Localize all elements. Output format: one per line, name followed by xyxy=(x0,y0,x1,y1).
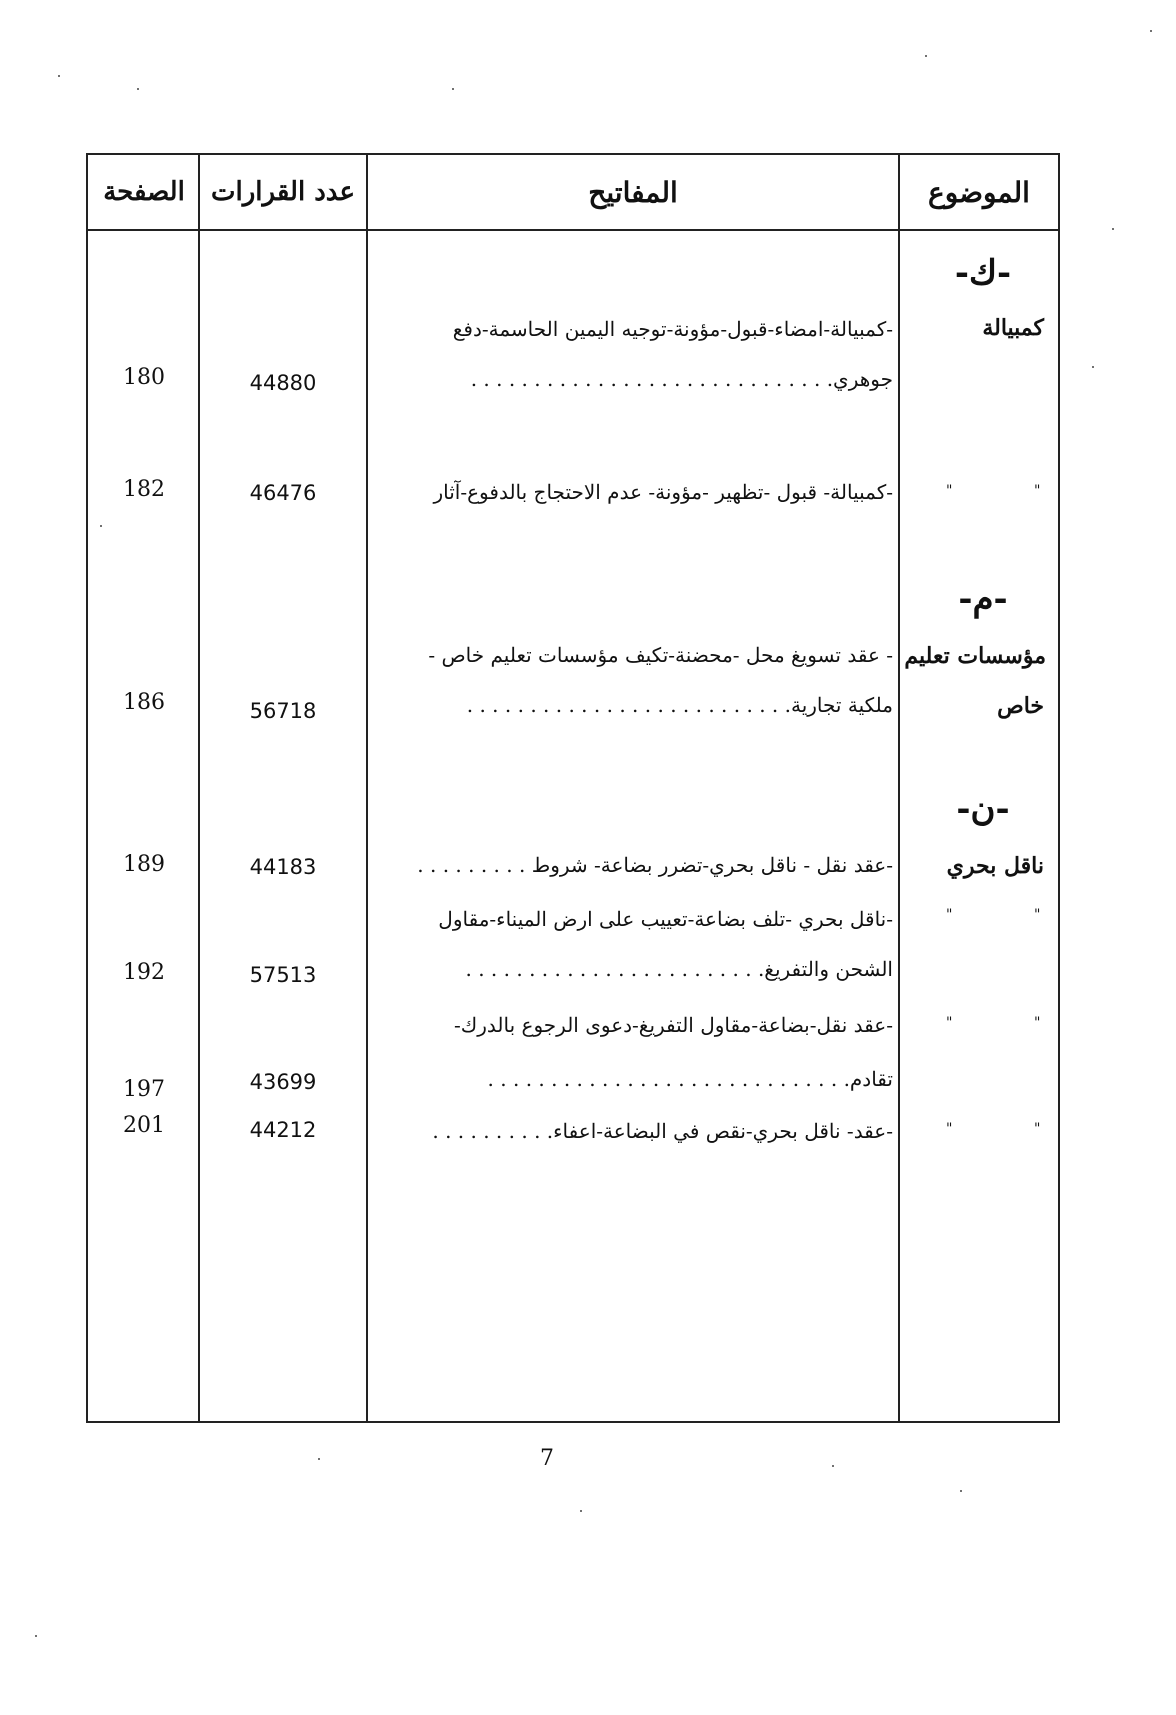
column-divider xyxy=(198,155,200,1421)
page-reference: 180 xyxy=(123,365,165,390)
decision-number: 57513 xyxy=(249,963,317,987)
ditto-mark: " xyxy=(946,483,953,499)
ditto-mark: " xyxy=(1034,483,1041,499)
decision-number: 44212 xyxy=(249,1118,317,1142)
ditto-mark: " xyxy=(1034,907,1041,923)
scan-speck xyxy=(452,88,454,90)
column-divider xyxy=(898,155,900,1421)
section-letter-mim: -م- xyxy=(958,579,1008,619)
keywords-line: الشحن والتفريغ. . . . . . . . . . . . . . . . . . . . . . . . xyxy=(465,957,893,981)
page-reference: 186 xyxy=(123,690,165,715)
page-reference: 192 xyxy=(123,960,165,985)
subject-label: خاص xyxy=(997,693,1044,719)
keywords-line: تقادم. . . . . . . . . . . . . . . . . . . . . . . . . . . . . xyxy=(487,1067,893,1091)
subject-label: مؤسسات تعليم xyxy=(904,643,1046,669)
keywords-line: -كمبيالة- قبول -تظهير -مؤونة- عدم الاحتجاج بالدفوع-آثار xyxy=(433,480,893,504)
scan-speck xyxy=(832,1465,834,1467)
keywords-line: جوهري. . . . . . . . . . . . . . . . . . . . . . . . . . . . . xyxy=(470,367,893,391)
keywords-line: -عقد نقل-بضاعة-مقاول التفريغ-دعوى الرجوع بالدرك- xyxy=(454,1013,893,1037)
scan-speck xyxy=(100,525,102,527)
keywords-line: -كمبيالة-امضاء-قبول-مؤونة-توجيه اليمين الحاسمة-دفع xyxy=(452,317,893,341)
ditto-mark: " xyxy=(946,1121,953,1137)
scan-speck xyxy=(1112,228,1114,230)
page-reference: 197 xyxy=(123,1077,165,1102)
keywords-line: - عقد تسويغ محل -محضنة-تكيف مؤسسات تعليم خاص - xyxy=(428,643,893,667)
header-subject: الموضوع xyxy=(928,175,1030,209)
ditto-mark: " xyxy=(1034,1015,1041,1031)
page-reference: 189 xyxy=(123,852,165,877)
scan-speck xyxy=(580,1510,582,1512)
header-decision-count: عدد القرارات xyxy=(211,177,355,207)
subject-label: ناقل بحري xyxy=(946,853,1044,879)
scan-speck xyxy=(35,1635,37,1637)
section-letter-kaf: -ك- xyxy=(954,253,1012,293)
keywords-line: -عقد- ناقل بحري-نقص في البضاعة-اعفاء. . . . . . . . . . xyxy=(432,1119,893,1143)
subject-label: كمبيالة xyxy=(982,315,1044,341)
index-table xyxy=(86,153,1060,1423)
column-divider xyxy=(366,155,368,1421)
decision-number: 44183 xyxy=(249,855,317,879)
keywords-line: -ناقل بحري -تلف بضاعة-تعييب على ارض الميناء-مقاول xyxy=(438,907,893,931)
header-divider xyxy=(88,229,1058,231)
keywords-line: ملكية تجارية. . . . . . . . . . . . . . . . . . . . . . . . . . xyxy=(466,693,893,717)
page-reference: 182 xyxy=(123,477,165,502)
decision-number: 56718 xyxy=(249,699,317,723)
ditto-mark: " xyxy=(946,1015,953,1031)
decision-number: 44880 xyxy=(249,371,317,395)
ditto-mark: " xyxy=(1034,1121,1041,1137)
keywords-line: -عقد نقل - ناقل بحري-تضرر بضاعة- شروط . . . . . . . . . xyxy=(417,853,893,877)
scan-speck xyxy=(1092,366,1094,368)
scan-speck xyxy=(137,88,139,90)
decision-number: 46476 xyxy=(249,481,317,505)
header-keywords: المفاتيح xyxy=(588,175,678,209)
ditto-mark: " xyxy=(946,907,953,923)
header-page: الصفحة xyxy=(103,177,185,207)
page-number: 7 xyxy=(540,1446,554,1471)
decision-number: 43699 xyxy=(249,1070,317,1094)
scan-speck xyxy=(1150,30,1152,32)
scan-speck xyxy=(925,55,927,57)
section-letter-nun: -ن- xyxy=(956,789,1010,829)
page-reference: 201 xyxy=(123,1113,165,1138)
scan-speck xyxy=(960,1490,962,1492)
scan-speck xyxy=(58,75,60,77)
scan-speck xyxy=(318,1458,320,1460)
